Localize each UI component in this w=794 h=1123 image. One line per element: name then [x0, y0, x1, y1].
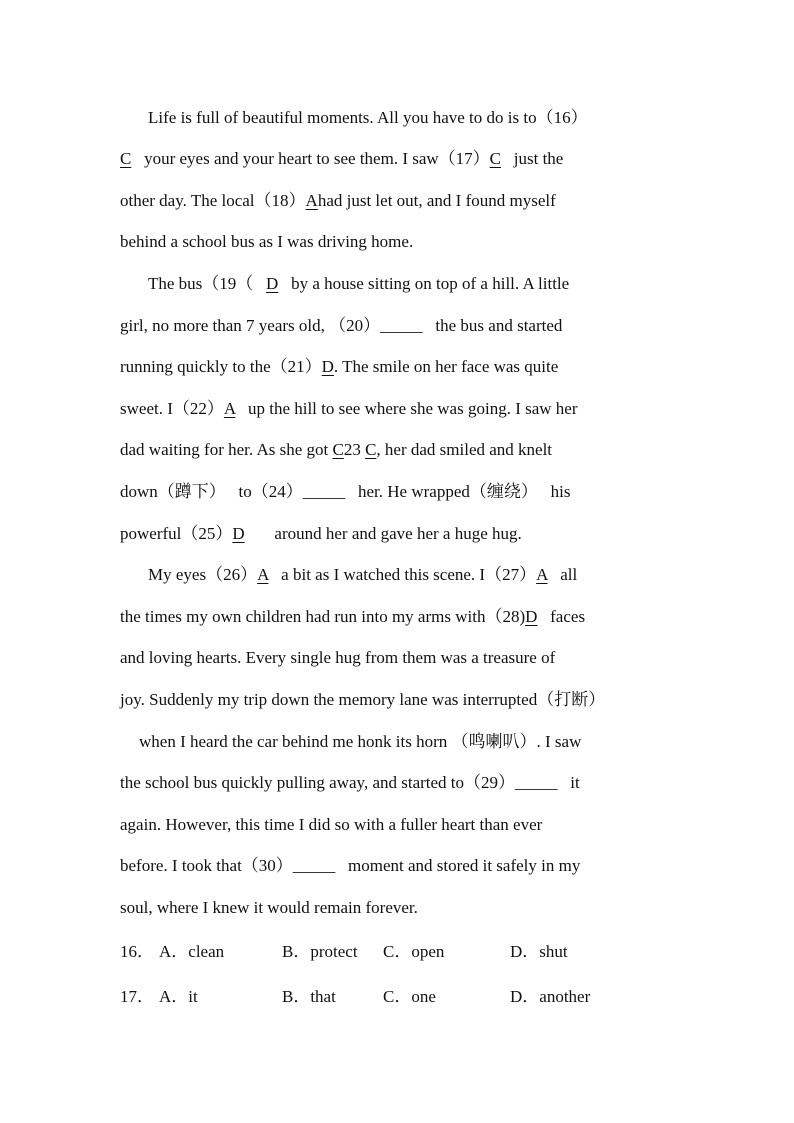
passage-text: the bus and started [422, 316, 563, 335]
passage-text: it [557, 773, 580, 792]
passage-text: a bit as I watched this scene. I（27） [268, 565, 537, 584]
passage-text: powerful（25） [120, 524, 233, 543]
passage-text: the times my own children had run into my arms with（28) [120, 607, 526, 626]
passage-text: moment and stored it safely in my [335, 856, 581, 875]
passage-line [120, 898, 676, 920]
option-a[interactable]: A．it [159, 987, 198, 1006]
option-b[interactable]: B．that [282, 987, 336, 1006]
passage-line [120, 773, 676, 795]
passage-text: dad waiting for her. As she got [120, 440, 333, 459]
answer-mark: A [223, 399, 236, 418]
passage-text: her. He wrapped（缠绕） his [345, 482, 571, 501]
passage-text: and loving hearts. Every single hug from them was a treasure of [120, 648, 556, 667]
answer-mark: D [266, 274, 279, 293]
answer-mark: D [525, 607, 538, 626]
passage-text: by a house sitting on top of a hill. A little [278, 274, 570, 293]
question-number: 16． [120, 942, 154, 961]
answer-mark: A [305, 191, 318, 210]
answer-mark: C [365, 440, 377, 459]
passage-text: joy. Suddenly my trip down the memory lane was interrupted（打断） [120, 690, 606, 709]
answer-mark: D [232, 524, 245, 543]
passage-line [120, 232, 676, 254]
passage-text: before. I took that（30） [120, 856, 293, 875]
passage-text: down（蹲下） to（24） [120, 482, 303, 501]
option-a[interactable]: A．clean [159, 942, 225, 961]
passage-text: other day. The local（18） [120, 191, 306, 210]
passage-text: , her dad smiled and knelt [376, 440, 553, 459]
answer-mark: A [257, 565, 269, 584]
passage-line [139, 732, 676, 754]
passage-text: Life is full of beautiful moments. All you have to do is to（16） [148, 108, 588, 127]
passage-text: _____ [380, 316, 423, 335]
passage-line [148, 274, 676, 296]
passage-line [120, 440, 676, 462]
passage-line [148, 108, 686, 130]
passage-line [120, 357, 676, 379]
passage-text: your eyes and your heart to see them. I saw（17） [131, 149, 490, 168]
passage-text: running quickly to the（21） [120, 357, 322, 376]
passage-line [120, 191, 676, 213]
passage-line [120, 149, 676, 171]
passage-line [120, 690, 686, 712]
passage-text: behind a school bus as I was driving home. [120, 232, 414, 251]
question-number: 17． [120, 987, 154, 1006]
passage-text: all [547, 565, 578, 584]
passage-text: My eyes（26） [148, 565, 258, 584]
passage-text: around her and gave her a huge hug. [244, 524, 522, 543]
passage-line [120, 607, 676, 629]
passage-line [120, 316, 676, 338]
answer-mark: C [120, 149, 132, 168]
passage-text: . The smile on her face was quite [333, 357, 559, 376]
option-d[interactable]: D．shut [510, 942, 568, 961]
passage-text: sweet. I（22） [120, 399, 224, 418]
passage-text: had just let out, and I found myself [317, 191, 556, 210]
passage-text: up the hill to see where she was going. I saw her [235, 399, 578, 418]
passage-text: girl, no more than 7 years old, （20） [120, 316, 381, 335]
answer-mark: A [536, 565, 548, 584]
passage-line [120, 648, 676, 670]
option-c[interactable]: C．open [383, 942, 445, 961]
passage-text: _____ [515, 773, 558, 792]
passage-line [120, 482, 676, 504]
answer-mark: C [332, 440, 344, 459]
passage-line [148, 565, 676, 587]
passage-text: _____ [302, 482, 346, 501]
passage-text: just the [501, 149, 564, 168]
passage-text: The bus（19（ [148, 274, 267, 293]
passage-text: soul, where I knew it would remain forever. [120, 898, 418, 917]
answer-mark: D [321, 357, 334, 376]
passage-line [120, 856, 676, 878]
passage-text: _____ [292, 856, 336, 875]
option-b[interactable]: B．protect [282, 942, 358, 961]
passage-text: the school bus quickly pulling away, and started to（29） [120, 773, 516, 792]
passage-text: faces [537, 607, 586, 626]
passage-text: 23 [343, 440, 366, 459]
passage-line [120, 399, 676, 421]
option-c[interactable]: C．one [383, 987, 436, 1006]
option-d[interactable]: D．another [510, 987, 591, 1006]
passage-line [120, 815, 676, 837]
passage-text: again. However, this time I did so with a fuller heart than ever [120, 815, 543, 834]
passage-text: when I heard the car behind me honk its horn （鸣喇叭）. I saw [139, 732, 582, 751]
answer-mark: C [489, 149, 502, 168]
passage-line [120, 524, 676, 546]
